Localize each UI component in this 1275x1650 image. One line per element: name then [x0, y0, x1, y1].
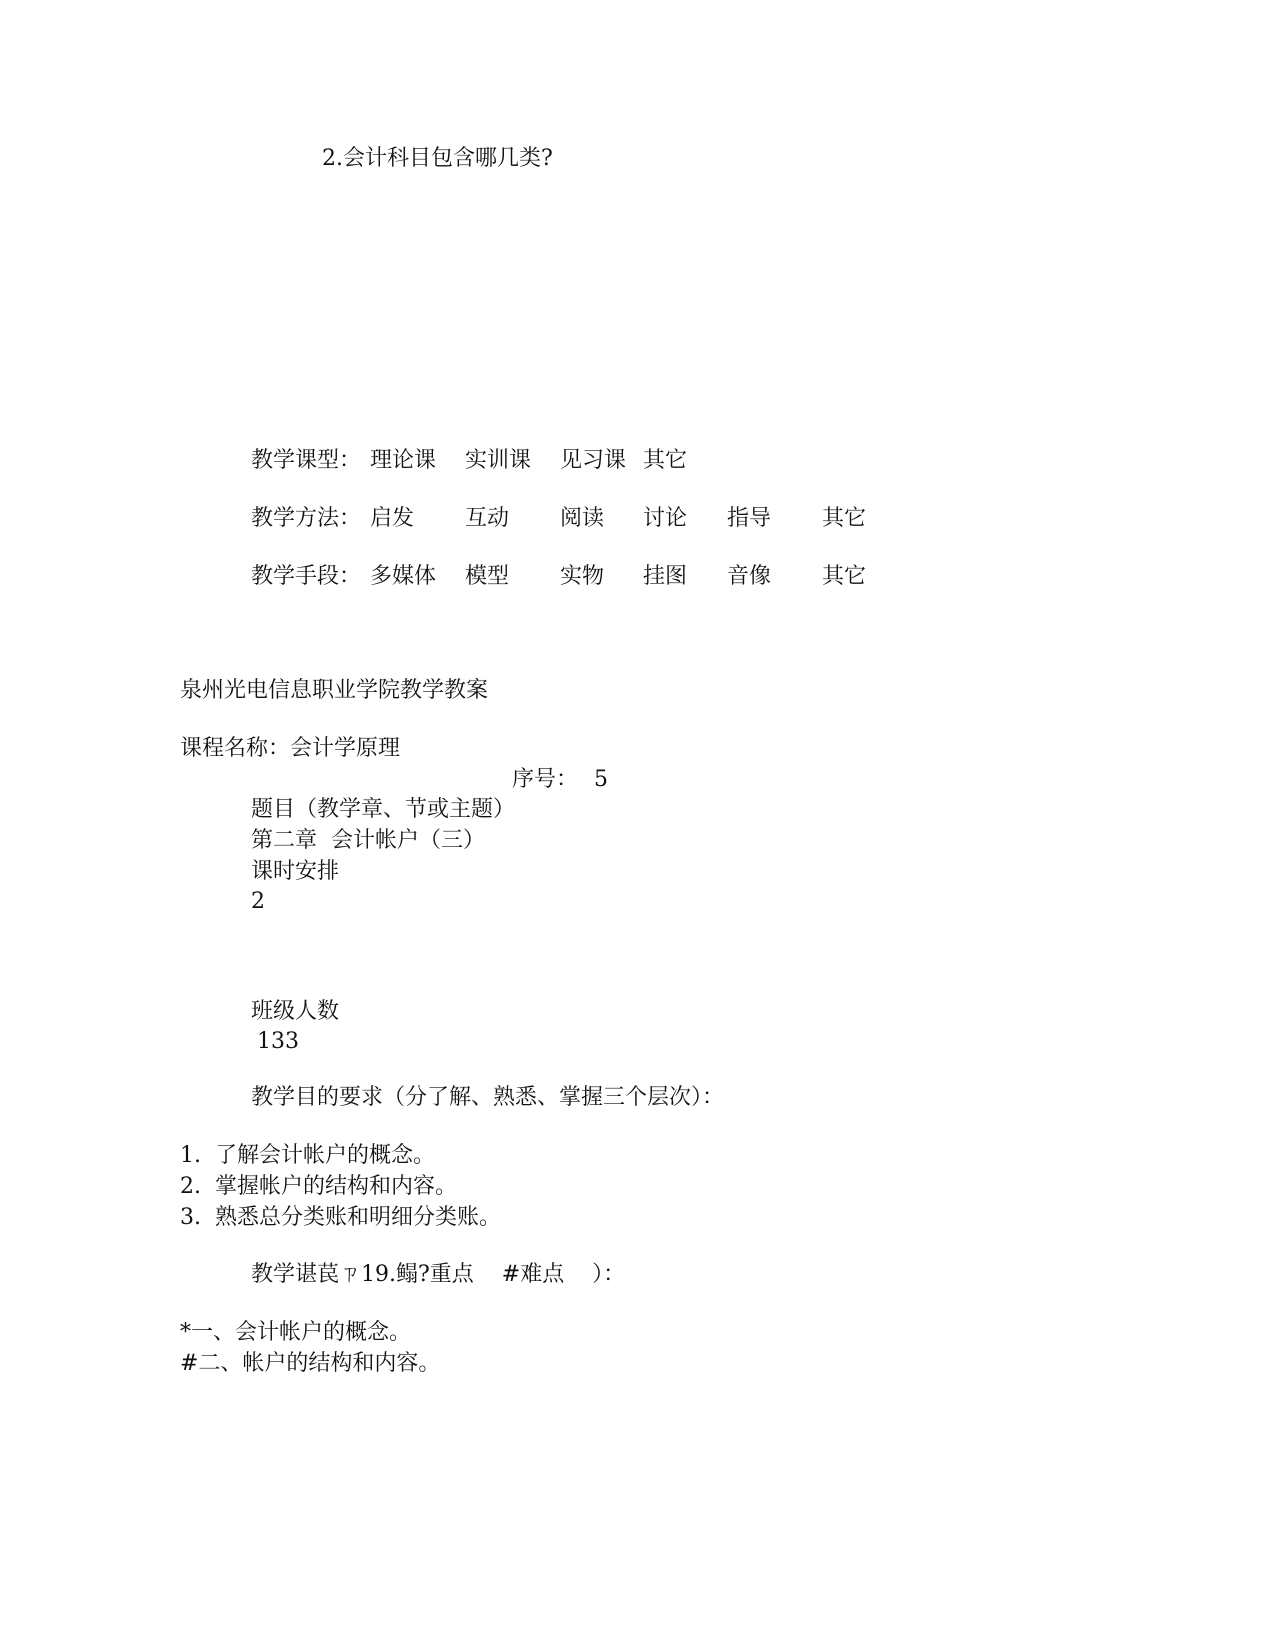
school-title: 泉州光电信息职业学院教学教案: [180, 678, 489, 703]
teaching-method-option: 讨论: [643, 506, 688, 531]
objectives-heading: 教学目的要求（分了解、熟悉、掌握三个层次）：: [251, 1085, 725, 1110]
topic-label: 题目（教学章、节或主题）: [251, 797, 516, 822]
objective-item: 3. 熟悉总分类账和明细分类账。: [180, 1205, 501, 1230]
topic-value: 第二章 会计帐户（三）: [251, 828, 485, 853]
class-size-value: 133: [257, 1029, 299, 1054]
teaching-means-option: 模型: [465, 564, 510, 589]
lesson-type-option: 实训课: [465, 448, 532, 473]
hours-label: 课时安排: [251, 859, 340, 884]
lesson-type-option: 见习课: [560, 448, 627, 473]
teaching-method-option: 指导: [727, 506, 772, 531]
teaching-means-option: 其它: [822, 564, 867, 589]
lesson-type-label: 教学课型：: [251, 448, 362, 473]
teaching-method-option: 互动: [465, 506, 510, 531]
serial-label: 序号：: [512, 767, 579, 792]
teaching-method-option: 启发: [370, 506, 415, 531]
key-point-item: *一、会计帐户的概念。: [180, 1320, 412, 1345]
course-name: 课程名称：会计学原理: [180, 736, 401, 761]
class-size-label: 班级人数: [251, 999, 340, 1024]
hours-value: 2: [251, 889, 265, 914]
key-points-heading: 教学谌苠ㄗ19.鳎?重点 #难点 ）：: [251, 1262, 626, 1287]
lesson-type-option: 理论课: [370, 448, 437, 473]
question-text: 2.会计科目包含哪几类?: [322, 146, 553, 171]
teaching-means-label: 教学手段：: [251, 564, 362, 589]
lesson-type-option: 其它: [643, 448, 688, 473]
teaching-method-option: 其它: [822, 506, 867, 531]
teaching-means-option: 音像: [727, 564, 772, 589]
teaching-means-option: 多媒体: [370, 564, 437, 589]
objective-item: 1. 了解会计帐户的概念。: [180, 1143, 435, 1168]
teaching-method-option: 阅读: [560, 506, 605, 531]
teaching-method-label: 教学方法：: [251, 506, 362, 531]
serial-value: 5: [594, 767, 608, 792]
objective-item: 2. 掌握帐户的结构和内容。: [180, 1174, 457, 1199]
teaching-means-option: 挂图: [643, 564, 688, 589]
key-point-item: #二、帐户的结构和内容。: [180, 1351, 441, 1376]
teaching-means-option: 实物: [560, 564, 605, 589]
